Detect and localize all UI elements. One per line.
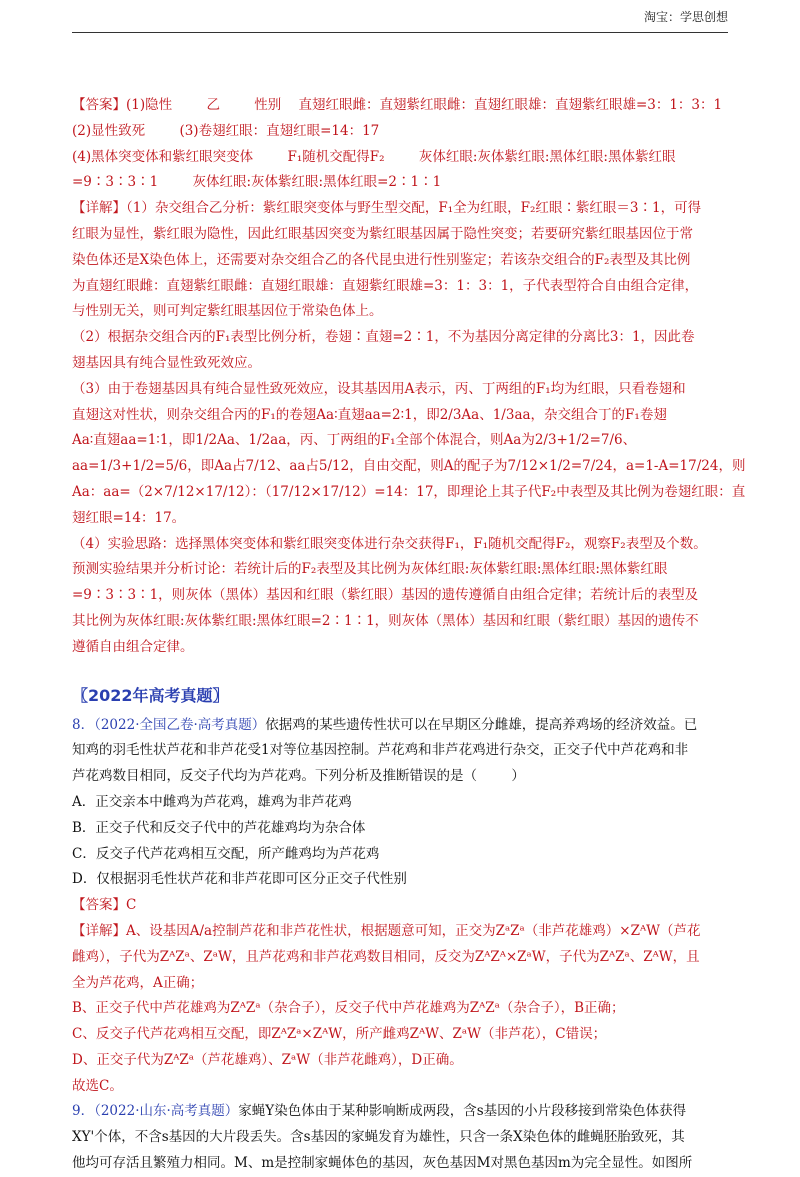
question-text: 家蝇Y染色体由于某种影响断成两段，含s基因的小片段移接到常染色体获得 [238, 1103, 687, 1120]
section-title: 〖2022年高考真题〗 [72, 685, 229, 705]
question-8-detail: 雌鸡），子代为ZᴬZᵃ、ZᵃW，且芦花鸡和非芦花鸡数目相同，反交为ZᴬZᴬ×ZᵃW，子代为ZᴬZᵃ、ZᴬW，且 [72, 948, 700, 965]
header-divider [72, 32, 728, 33]
question-8-stem-line: 知鸡的羽毛性状芦花和非芦花受1对等位基因控制。芦花鸡和非芦花鸡进行杂交，正交子代中芦花鸡和非 [72, 742, 689, 759]
detail-line: 【详解】（1）杂交组合乙分析：紫红眼突变体与野生型交配，F₁全为红眼，F₂红眼∶紫红眼＝3∶1，可得 [72, 200, 702, 217]
question-8-detail: B、正交子代中芦花雄鸡为ZᴬZᵃ（杂合子），反交子代中芦花雄鸡为ZᴬZᵃ（杂合子），B正确； [72, 1000, 625, 1017]
option-a: A．正交亲本中雌鸡为芦花鸡，雄鸡为非芦花鸡 [72, 793, 352, 810]
question-8-detail: 【详解】A、设基因A/a控制芦花和非芦花性状，根据题意可知，正交为ZᵃZᵃ（非芦花雄鸡）×ZᴬW（芦花 [72, 922, 701, 939]
answer-line: (4)黑体突变体和紫红眼突变体 F₁随机交配得F₂ 灰体红眼:灰体紫红眼:黑体红眼:黑体紫红眼 [72, 148, 676, 165]
detail-line: 红眼为显性，紫红眼为隐性，因此红眼基因突变为紫红眼基因属于隐性突变；若要研究紫红眼基因位于常 [72, 225, 693, 242]
detail-line: 其比例为灰体红眼:灰体紫红眼:黑体红眼=2∶1∶1，则灰体（黑体）基因和红眼（紫红眼）基因的遗传不 [72, 612, 699, 629]
detail-line: （3）由于卷翅基因具有纯合显性致死效应，设其基因用A表示，丙、丁两组的F₁均为红眼，只看卷翅和 [72, 380, 686, 397]
question-text: 依据鸡的某些遗传性状可以在早期区分雌雄，提高养鸡场的经济效益。已 [265, 716, 698, 733]
detail-line: （2）根据杂交组合丙的F₁表型比例分析，卷翅∶直翅=2∶1，不为基因分离定律的分离比3：1，因此卷 [72, 329, 695, 346]
question-8-detail: 故选C。 [72, 1077, 123, 1094]
detail-line: 为直翅红眼雌：直翅紫红眼雌：直翅红眼雄：直翅紫红眼雄=3：1：3：1，子代表型符合自由组合定律， [72, 277, 699, 294]
question-number: 9． [72, 1103, 95, 1120]
detail-line: 翅红眼=14：17。 [72, 509, 186, 526]
page-header: 淘宝：学思创想 [643, 10, 728, 24]
question-9-stem-line: XY'个体，不含s基因的大片段丢失。含s基因的家蝇发育为雄性，只含一条X染色体的雌蝇胚胎致死，其 [72, 1129, 685, 1146]
option-d: D．仅根据羽毛性状芦花和非芦花即可区分正交子代性别 [72, 871, 407, 888]
option-b: B．正交子代和反交子代中的芦花雄鸡均为杂合体 [72, 819, 366, 836]
question-number: 8． [72, 716, 95, 733]
question-9-stem-line: 他均可存活且繁殖力相同。M、m是控制家蝇体色的基因，灰色基因M对黑色基因m为完全显性。如图所 [72, 1155, 693, 1172]
detail-line: 直翅这对性状，则杂交组合丙的F₁的卷翅Aa∶直翅aa=2∶1，即2/3Aa、1/3aa，杂交组合丁的F₁卷翅 [72, 406, 667, 423]
option-c: C．反交子代芦花鸡相互交配，所产雌鸡均为芦花鸡 [72, 845, 380, 862]
detail-line: aa=1/3+1/2=5/6，即Aa占7/12、aa占5/12，自由交配，则A的配子为7/12×1/2=7/24，a=1-A=17/24，则 [72, 458, 746, 475]
question-8-detail: D、正交子代为ZᴬZᵃ（芦花雄鸡）、ZᵃW（非芦花雌鸡），D正确。 [72, 1051, 463, 1068]
answer-line [72, 93, 728, 119]
question-source: （2022·全国乙卷·高考真题） [94, 716, 266, 733]
detail-line: 翅基因具有纯合显性致死效应。 [72, 354, 261, 371]
detail-line: 染色体还是X染色体上，还需要对杂交组合乙的各代昆虫进行性别鉴定；若该杂交组合的F₂表型及其比例 [72, 251, 691, 268]
question-8-detail: 全为芦花鸡，A正确； [72, 974, 204, 991]
detail-line: 预测实验结果并分析讨论：若统计后的F₂表型及其比例为灰体红眼:灰体紫红眼:黑体红眼:黑体紫红眼 [72, 561, 668, 578]
detail-line: （4）实验思路：选择黑体突变体和紫红眼突变体进行杂交获得F₁，F₁随机交配得F₂，观察F₂表型及个数。 [72, 535, 707, 552]
detail-line: =9∶3∶3∶1，则灰体（黑体）基因和红眼（紫红眼）基因的遗传遵循自由组合定律；若统计后的表型及 [72, 587, 699, 604]
detail-line: 与性别无关，则可判定紫红眼基因位于常染色体上。 [72, 303, 383, 320]
question-8-detail: C、反交子代芦花鸡相互交配，即ZᴬZᵃ×ZᴬW，所产雌鸡ZᴬW、ZᵃW（非芦花），C错误； [72, 1026, 607, 1043]
question-8-stem [72, 713, 728, 739]
answer-line: (2)显性致死 (3)卷翅红眼：直翅红眼=14：17 [72, 122, 380, 139]
question-8-stem-line: 芦花鸡数目相同，反交子代均为芦花鸡。下列分析及推断错误的是（ ） [72, 768, 525, 785]
question-8-answer: 【答案】C [72, 897, 137, 914]
answer-line: =9∶3∶3∶1 灰体红眼:灰体紫红眼:黑体红眼=2∶1∶1 [72, 174, 442, 191]
document-body [72, 93, 746, 1177]
question-9-stem [72, 1099, 728, 1125]
detail-line: Aa：aa=（2×7/12×17/12）：（17/12×17/12）=14：17，即理论上其子代F₂中表型及其比例为卷翅红眼：直 [72, 483, 746, 500]
answer-text: 【答案】(1)隐性 乙 性别 直翅红眼雌：直翅紫红眼雌：直翅红眼雄：直翅紫红眼雄=3：1：3：1 [72, 97, 723, 113]
detail-line: Aa∶直翅aa=1∶1，即1/2Aa、1/2aa，丙、丁两组的F₁全部个体混合，则Aa为2/3+1/2=7/6、 [72, 432, 637, 449]
detail-line: 遵循自由组合定律。 [72, 638, 194, 655]
question-source: （2022·山东·高考真题） [94, 1103, 239, 1120]
